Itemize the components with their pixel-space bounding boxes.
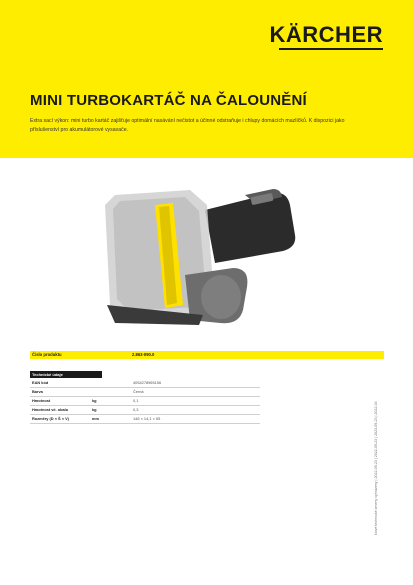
spec-unit: kg: [92, 407, 97, 412]
tech-data-table: [30, 379, 260, 424]
spec-name: Hmotnost vč. obalu: [32, 407, 69, 412]
spec-value: 4054278965156: [133, 380, 162, 385]
table-row: [30, 397, 260, 406]
table-row: [30, 415, 260, 424]
spec-unit: mm: [92, 416, 99, 421]
spec-value: Černá: [133, 389, 144, 394]
spec-name: Barva: [32, 389, 43, 394]
order-number-label: Číslo produktu: [32, 352, 62, 357]
spec-unit: kg: [92, 398, 97, 403]
spec-name: Rozměry (D × Š × V): [32, 416, 69, 421]
brand-logo: KÄRCHER: [269, 22, 383, 47]
table-row: [30, 379, 260, 388]
spec-value: 146 × 14,1 × 55: [133, 416, 161, 421]
logo-underline: [279, 48, 383, 50]
table-row: [30, 406, 260, 415]
page-title: MINI TURBOKARTÁČ NA ČALOUNĚNÍ: [30, 92, 307, 109]
product-description: Extra sací výkon: mini turbo kartáč zajišťuje optimální nasávání nečistot a účinné odstraňuje i chlupy domácích mazlíčků. K dispozici jako příslušenství pro akumulátorové vysavače.: [30, 118, 345, 133]
header-band: [0, 0, 413, 158]
order-number-value: 2.863-090.0: [132, 352, 155, 357]
spec-name: Hmotnost: [32, 398, 51, 403]
order-number-row: [30, 351, 384, 359]
spec-value: 0,3: [133, 407, 139, 412]
table-row: [30, 388, 260, 397]
spec-value: 0,1: [133, 398, 139, 403]
side-legal-note: Nové technické zmeny vyhrazeny | 2022-09-23 | 2022-09-23 | 2023-09-23 | 2022-04: [374, 401, 378, 535]
tech-data-heading: Technické údaje: [30, 371, 102, 378]
spec-name: EAN kód: [32, 380, 49, 385]
product-image: [95, 165, 325, 335]
